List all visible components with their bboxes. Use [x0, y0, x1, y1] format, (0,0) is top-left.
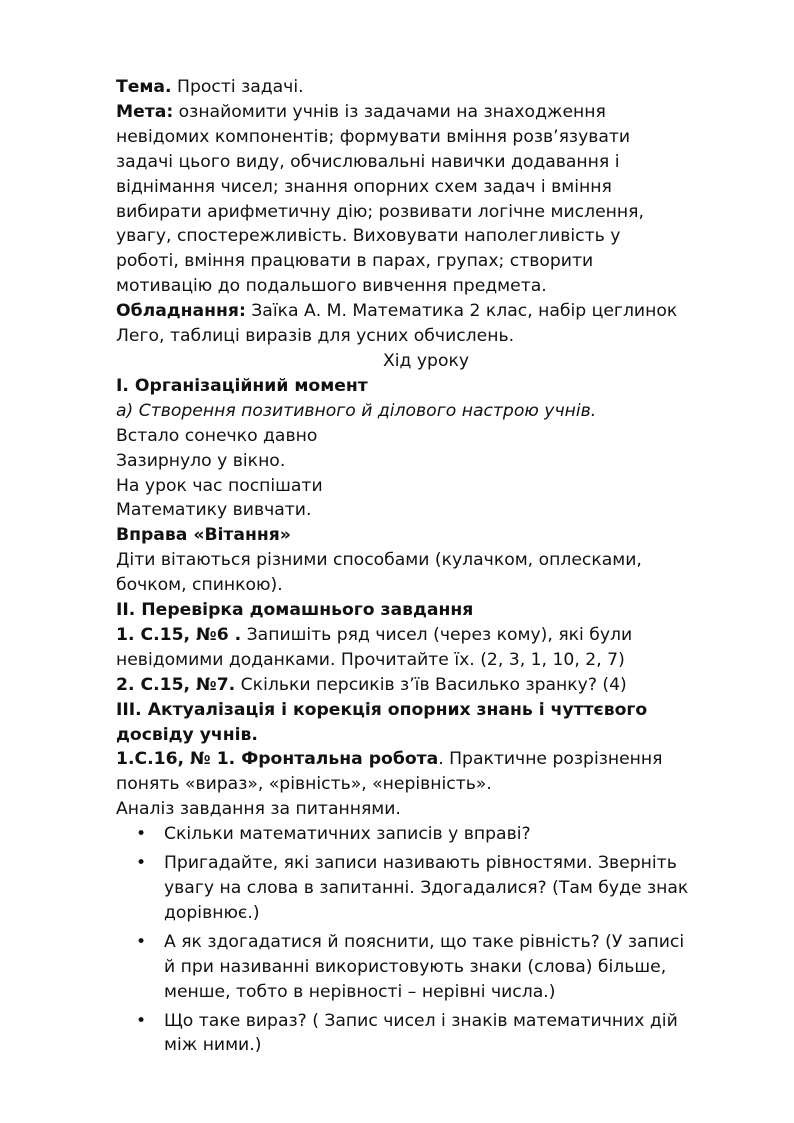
goal-text: ознайомити учнів із задачами на знаходження — [173, 101, 606, 122]
section1-heading — [116, 374, 736, 399]
goal-line: мотивацію до подальшого вивчення предмета. — [116, 276, 547, 297]
section2-task1-line — [116, 623, 736, 648]
exercise-line: бочком, спинкою). — [116, 575, 283, 596]
section2-heading-text: ІІ. Перевірка домашнього завдання — [116, 600, 474, 621]
list-item-text: увагу на слова в запитанні. Здогадалися? (Там буде знак — [164, 878, 689, 898]
poem-line: Математику вивчати. — [116, 500, 312, 521]
list-item-text: Пригадайте, які записи називають рівностями. Зверніть — [164, 853, 677, 874]
goal-line: невідомих компонентів; формувати вміння розв’язувати — [116, 126, 631, 147]
bullet-icon: • — [136, 853, 147, 874]
analysis-line: Аналіз завдання за питаннями. — [116, 799, 401, 820]
section3-task1-text: . Практичне розрізнення — [438, 749, 663, 770]
list-item — [116, 930, 736, 1005]
poem-line: На урок час поспішати — [116, 475, 323, 496]
list-item — [116, 1009, 736, 1059]
list-item — [116, 822, 736, 847]
section2-task2-line — [116, 673, 736, 698]
goal-line: увагу, спостережливість. Виховувати наполегливість у — [116, 226, 621, 247]
exercise-heading — [116, 523, 736, 548]
equipment-line — [116, 299, 736, 324]
section3-task1-line: понять «вираз», «рівність», «нерівність». — [116, 774, 492, 795]
poem-line: Встало сонечко давно — [116, 425, 318, 446]
poem — [116, 424, 736, 524]
section2-task2-label: 2. С.15, №7. — [116, 674, 236, 695]
section2-task1-label: 1. С.15, №6 . — [116, 624, 242, 645]
equipment-paragraph — [116, 299, 736, 349]
bullet-icon: • — [136, 931, 147, 952]
list-item-text: й при називанні використовують знаки (слова) більше, — [164, 956, 667, 977]
list-item-text: менше, тобто в нерівності – нерівні числа.) — [164, 981, 556, 1002]
goal-line — [116, 100, 736, 125]
theme-text: Прості задачі. — [171, 77, 304, 97]
theme-label: Тема. — [116, 77, 172, 97]
goal-label: Мета: — [116, 101, 174, 122]
list-item-text: між ними.) — [164, 1035, 262, 1056]
list-item — [116, 851, 736, 926]
section1-heading-text: І. Організаційний момент — [116, 375, 368, 396]
list-item-text: А як здогадатися й пояснити, що таке рівність? (У записі — [164, 931, 685, 952]
bullet-icon: • — [136, 1010, 147, 1031]
document-page — [116, 75, 736, 1062]
list-item-text: дорівнює.) — [164, 902, 260, 923]
lesson-title: Хід уроку — [382, 350, 470, 371]
equipment-label: Обладнання: — [116, 301, 246, 322]
goal-paragraph — [116, 100, 736, 299]
equipment-line: Лего, таблиці виразів для усних обчислень. — [116, 326, 515, 347]
questions-list — [116, 822, 736, 1058]
poem-line: Зазирнуло у вікно. — [116, 450, 286, 471]
equipment-text: Заїка А. М. Математика 2 клас, набір цеглинок — [245, 301, 678, 322]
section3-heading — [116, 698, 736, 723]
goal-line: вибирати арифметичну дію; розвивати логічне мислення, — [116, 201, 644, 222]
section2-heading — [116, 598, 736, 623]
section3-task1-label: 1.С.16, № 1. Фронтальна робота — [116, 749, 439, 770]
section1-subheading: а) Створення позитивного й ділового настрою учнів. — [116, 400, 597, 421]
theme-line — [116, 75, 736, 100]
section3-heading — [116, 723, 736, 748]
list-item-text: Скільки математичних записів у вправі? — [164, 824, 531, 845]
section3-heading-text: досвіду учнів. — [116, 724, 258, 745]
section2-task1-line: невідомими доданками. Прочитайте їх. (2, 3, 1, 10, 2, 7) — [116, 649, 625, 670]
exercise-line: Діти вітаються різними способами (кулачком, оплесками, — [116, 550, 642, 571]
exercise-heading-text: Вправа «Вітання» — [116, 525, 291, 546]
section2-task2-text: Скільки персиків з’їв Василько зранку? (4) — [235, 674, 627, 695]
goal-line: задачі цього виду, обчислювальні навички додавання і — [116, 151, 620, 172]
section3-heading-text: ІІІ. Актуалізація і корекція опорних знань і чуттєвого — [116, 699, 648, 720]
list-item-text: Що таке вираз? ( Запис чисел і знаків математичних дій — [164, 1010, 678, 1031]
goal-line: віднімання чисел; знання опорних схем задач і вміння — [116, 176, 612, 197]
section3-task1-line — [116, 747, 736, 772]
bullet-icon: • — [136, 824, 147, 845]
goal-line: роботі, вміння працювати в парах, групах; створити — [116, 251, 594, 272]
section2-task1-text: Запишіть ряд чисел (через кому), які були — [241, 624, 633, 645]
